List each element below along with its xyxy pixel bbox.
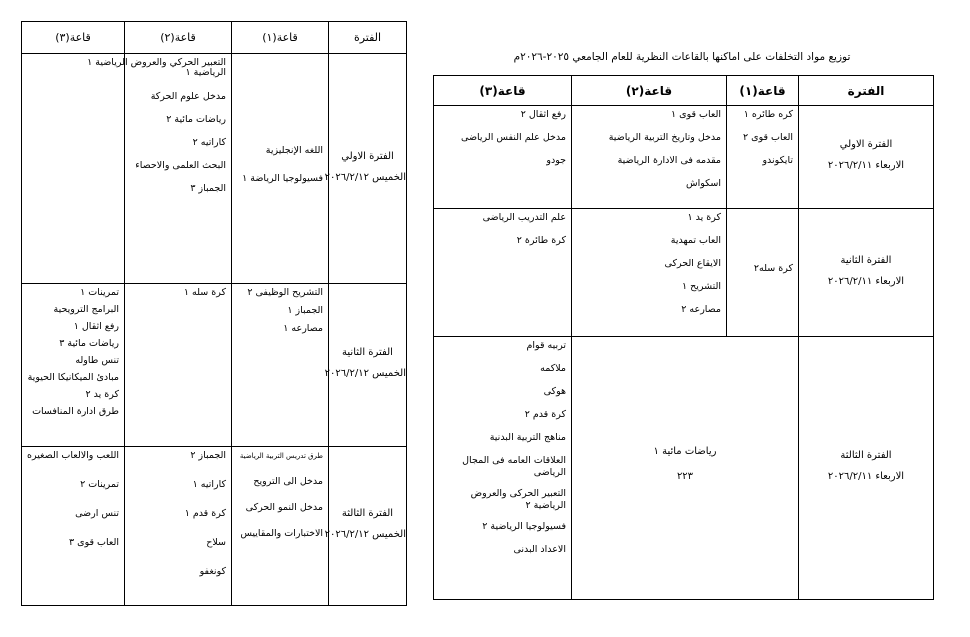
rheader-period: الفترة: [799, 76, 934, 106]
left-row1-period: الفترة الاولي الخميس ٢٠٢٦/٢/١٢: [329, 54, 407, 284]
left-row3-hall1: طرق تدريس التربية الرياضية مدخل الى الترويح مدخل النمو الحركى الاختبارات والمقاييس: [232, 447, 329, 606]
right-row1-period: الفترة الاولي الاربعاء ٢٠٢٦/٢/١١: [799, 106, 934, 209]
right-row2-hall1: كرة سله٢: [727, 209, 799, 337]
left-row3-hall3: اللعب والالعاب الصغيره تمرينات ٢ تنس ارضى العاب قوى ٣: [22, 447, 125, 606]
left-row2-hall3: تمرينات ١ البرامج الترويحية رفع اثقال ١ رياضات مائية ٣ تنس طاوله مبادئ الميكانيكا الحيوية كرة يد ٢ طرق ادارة المنافسات: [22, 284, 125, 447]
rheader-hall2: قاعة(٢): [572, 76, 727, 106]
right-row2-hall2: كرة يد ١ العاب تمهدية الايقاع الحركى التشريح ١ مصارعه ٢: [572, 209, 727, 337]
header-hall3: قاعة(٣): [22, 22, 125, 54]
right-row2-hall3: علم التدريب الرياضى كرة طائرة ٢: [434, 209, 572, 337]
left-row2-hall1: التشريح الوظيفى ٢ الجمباز ١ مصارعه ١: [232, 284, 329, 447]
header-hall1: قاعة(١): [232, 22, 329, 54]
left-row2-hall2: كرة سله ١: [125, 284, 232, 447]
right-row3-hall12: رياضات مائية ١ ٢٢٣: [572, 337, 799, 600]
left-row1-hall2: التعبير الحركي والعروض الرياضية ١ الرياضية ١ مدخل علوم الحركة رياضات مائية ٢ كاراتيه ٢ البحث العلمى والاحصاء الجمباز ٣: [125, 54, 232, 284]
left-row1-hall3: [22, 54, 125, 284]
right-schedule-table: [433, 75, 934, 600]
left-row3-hall2: الجمباز ٢ كاراتيه ١ كرة قدم ١ سلاح كونغفو: [125, 447, 232, 606]
left-row2-period: الفترة الثانية الخميس ٢٠٢٦/٢/١٢: [329, 284, 407, 447]
left-row1-hall1: اللغه الإنجليزية فسيولوجيا الرياضة ١: [232, 54, 329, 284]
right-row3-period: الفترة الثالثة الاربعاء ٢٠٢٦/٢/١١: [799, 337, 934, 600]
left-schedule-table: [21, 21, 407, 606]
header-period: الفترة: [329, 22, 407, 54]
right-row1-hall3: رفع اثقال ٢ مدخل علم النفس الرياضى جودو: [434, 106, 572, 209]
right-row2-period: الفترة الثانية الاربعاء ٢٠٢٦/٢/١١: [799, 209, 934, 337]
right-row1-hall1: كره طائره ١ العاب قوى ٢ تايكوندو: [727, 106, 799, 209]
right-row1-hall2: العاب قوى ١ مدخل وتاريخ التربية الرياضية مقدمه فى الادارة الرياضية اسكواش: [572, 106, 727, 209]
right-row3-hall3: تربيه قوام ملاكمه هوكى كرة قدم ٢ مناهج التربية البدنية العلاقات العامه فى المجال الرياضى التعبير الحركى والعروض الرياضية ٢ فسيولوجيا الرياضية ٢ الاعداد البدنى: [434, 337, 572, 600]
left-row3-period: الفترة الثالثة الخميس ٢٠٢٦/٢/١٢: [329, 447, 407, 606]
rheader-hall1: قاعة(١): [727, 76, 799, 106]
rheader-hall3: قاعة(٣): [434, 76, 572, 106]
schedule-title: توزيع مواد التخلفات على اماكنها بالقاعات النظرية للعام الجامعي ٢٠٢٥-٢٠٢٦م: [513, 51, 851, 63]
header-hall2: قاعة(٢): [125, 22, 232, 54]
